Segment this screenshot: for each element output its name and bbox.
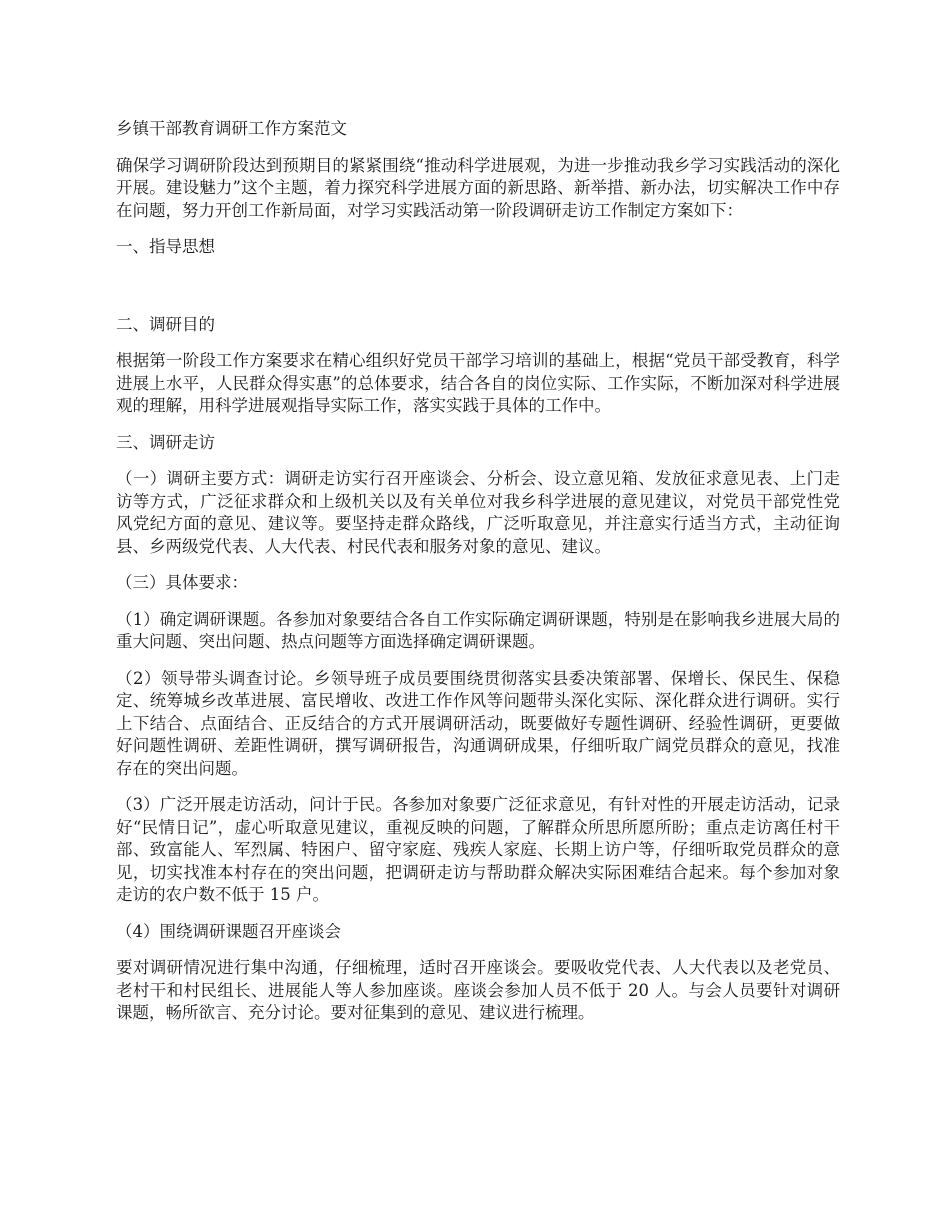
section-heading-research-purpose: 二、调研目的 [116,314,215,334]
requirement-1-paragraph: （1）确定调研课题。各参加对象要结合各自工作实际确定调研课题，特别是在影响我乡进展大局的重大问题、突出问题、热点问题等方面选择确定调研课题。 [116,609,840,651]
requirement-4-heading: （4）围绕调研课题召开座谈会 [116,921,341,941]
specific-requirements-heading: （三）具体要求： [116,573,248,592]
section-heading-research-visits: 三、调研走访 [116,432,215,452]
research-methods-paragraph: （一）调研主要方式：调研走访实行召开座谈会、分析会、设立意见箱、发放征求意见表、上门走访等方式，广泛征求群众和上级机关以及有关单位对我乡科学进展的意见建议，对党员干部党性党风党纪方面的意见、建议等。要坚持走群众路线，广泛听取意见，并注意实行适当方式，主动征询县、乡两级党代表、人大代表、村民代表和服务对象的意见、建议。 [116,469,840,556]
research-purpose-paragraph: 根据第一阶段工作方案要求在精心组织好党员干部学习培训的基础上，根据“党员干部受教育，科学进展上水平，人民群众得实惠”的总体要求，结合各自的岗位实际、工作实际，不断加深对科学进展观的理解，用科学进展观指导实际工作，落实实践于具体的工作中。 [116,351,840,415]
document-title: 乡镇干部教育调研工作方案范文 [116,119,347,138]
intro-paragraph: 确保学习调研阶段达到预期目的紧紧围绕“推动科学进展观，为进一步推动我乡学习实践活动的深化开展。建设魅力”这个主题，着力探究科学进展方面的新思路、新举措、新办法，切实解决工作中存在问题，努力开创工作新局面，对学习实践活动第一阶段调研走访工作制定方案如下： [116,155,840,220]
section-heading-guiding-thought: 一、指导思想 [116,237,215,256]
requirement-2-paragraph: （2）领导带头调查讨论。乡领导班子成员要围绕贯彻落实县委决策部署、保增长、保民生、保稳定、统筹城乡改革进展、富民增收、改进工作作风等问题带头深化实际、深化群众进行调研。实行上下结合、点面结合、正反结合的方式开展调研活动，既要做好专题性调研、经验性调研，更要做好问题性调研、差距性调研，撰写调研报告，沟通调研成果，仔细听取广阔党员群众的意见，找准存在的突出问题。 [116,668,840,778]
document-page [116,118,840,1025]
forum-paragraph: 要对调研情况进行集中沟通，仔细梳理，适时召开座谈会。要吸收党代表、人大代表以及老党员、老村干和村民组长、进展能人等人参加座谈。座谈会参加人员不低于 20 人。与会人员要针对调研课题，畅所欲言、充分讨论。要对征集到的意见、建议进行梳理。 [116,958,840,1022]
requirement-3-paragraph: （3）广泛开展走访活动，问计于民。各参加对象要广泛征求意见，有针对性的开展走访活动，记录好“民情日记”，虚心听取意见建议，重视反映的问题，了解群众所思所愿所盼；重点走访离任村干部、致富能人、军烈属、特困户、留守家庭、残疾人家庭、长期上访户等，仔细听取党员群众的意见，切实找准本村存在的突出问题，把调研走访与帮助群众解决实际困难结合起来。每个参加对象走访的农户数不低于 15 户。 [116,795,840,904]
